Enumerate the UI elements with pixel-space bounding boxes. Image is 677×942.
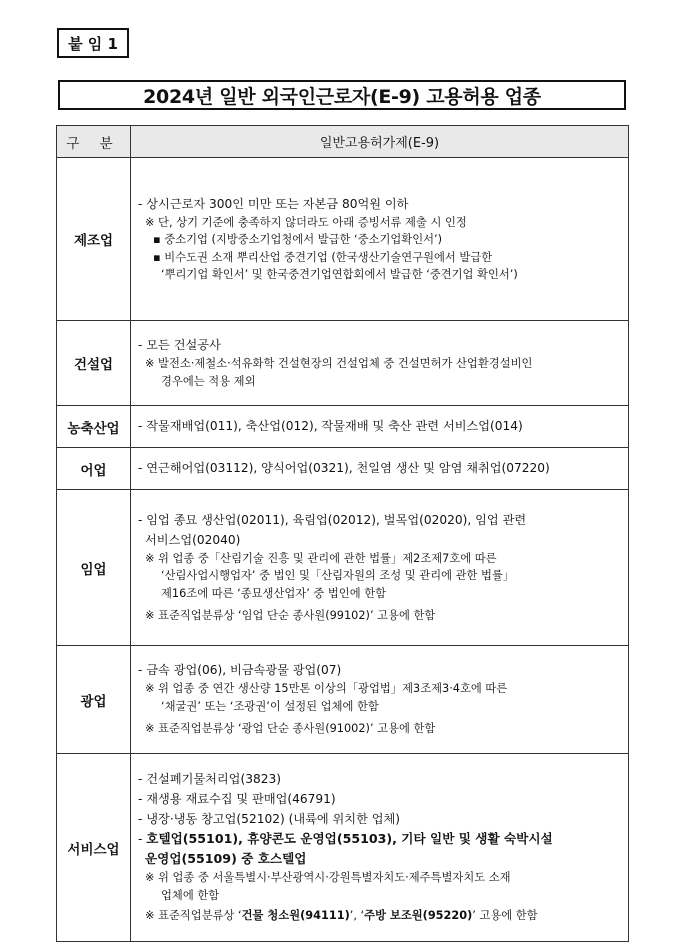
table-header-row [57,126,629,158]
text-line: ※ 표준직업분류상 ‘임업 단순 종사원(99102)’ 고용에 한함 [145,609,436,622]
text-line: ※ 위 업종 중「산림기술 진흥 및 관리에 관한 법률」제2조제7호에 따른 [145,551,497,565]
table-row-forestry [57,490,629,646]
text-line: 경우에는 적용 제외 [161,374,256,388]
dash: - [138,832,147,847]
header-category: 구 분 [57,126,131,158]
table-row-service [57,754,629,942]
text-line: 제16조에 따른 ‘종묘생산업자’ 중 법인에 한함 [161,586,387,600]
category-mining: 광업 [57,646,131,754]
industry-table [56,125,629,942]
text-line: ※ 발전소·제철소·석유화학 건설현장의 건설업체 중 건설면허가 산업환경설비인 [145,357,533,370]
category-construction: 건설업 [57,321,131,406]
text-segment: ※ 표준직업분류상 ‘ [145,909,242,923]
text-line: ※ 위 업종 중 연간 생산량 15만톤 이상의「광업법」제3조제3·4호에 따른 [145,682,508,696]
text-line: ‘뿌리기업 확인서’ 및 한국중견기업연합회에서 발급한 ‘중견기업 확인서’) [161,268,518,281]
content-construction [131,321,629,406]
text-line: - 냉장·냉동 창고업(52102) (내륙에 위치한 업체) [138,812,401,827]
attachment-tag: 붙 임 1 [57,28,129,58]
table-row-fishery [57,448,629,490]
text-line: ※ 단, 상기 기준에 충족하지 않더라도 아래 증빙서류 제출 시 인정 [145,215,467,229]
text-segment: ’, ‘ [349,909,365,923]
text-line: - 작물재배업(011), 축산업(012), 작물재배 및 축산 관련 서비스업(014) [138,419,523,433]
category-fishery: 어업 [57,448,131,490]
text-line: ‘산림사업시행업자’ 중 법인 및「산림자원의 조성 및 관리에 관한 법률」 [161,569,515,582]
header-content: 일반고용허가제(E-9) [131,126,629,158]
text-line: - 임업 종묘 생산업(02011), 육림업(02012), 벌목업(02020), 임업 관련 [138,512,527,527]
text-line: 업체에 한함 [161,888,220,902]
content-forestry [131,490,629,646]
content-service [131,754,629,942]
text-line: ※ 표준직업분류상 ‘광업 단순 종사원(91002)’ 고용에 한함 [145,722,436,736]
category-agriculture: 농축산업 [57,406,131,448]
text-line: 운영업(55109) 중 호스텔업 [145,851,307,867]
content-mining [131,646,629,754]
category-service: 서비스업 [57,754,131,942]
text-line: - 모든 건설공사 [138,338,221,352]
table-row-manufacturing [57,158,629,321]
content-manufacturing [131,158,629,321]
bold-text: 건물 청소원(94111) [241,909,350,923]
text-segment: ’ 고용에 한함 [472,909,538,923]
text-line: ※ 위 업종 중 서울특별시·부산광역시·강원특별자치도·제주특별자치도 소재 [145,871,511,885]
table-row-agriculture [57,406,629,448]
text-line: - 연근해어업(03112), 양식어업(0321), 천일염 생산 및 암염 채취업(07220) [138,461,550,475]
text-line: - 재생용 재료수집 및 판매업(46791) [138,792,336,807]
text-line: 서비스업(02040) [145,532,241,547]
content-agriculture [131,406,629,448]
text-line: - 상시근로자 300인 미만 또는 자본금 80억원 이하 [138,196,409,211]
category-forestry: 임업 [57,490,131,646]
document-title: 2024년 일반 외국인근로자(E-9) 고용허용 업종 [58,80,626,110]
content-fishery [131,448,629,490]
bold-text: 주방 보조원(95220) [364,909,473,923]
bold-text: 호텔업(55101), 휴양콘도 운영업(55103), 기타 일반 및 생활 숙박시설 [146,831,553,847]
text-line [138,829,621,849]
text-line: ▪ 중소기업 (지방중소기업청에서 발급한 ‘중소기업확인서’) [153,233,443,246]
table-row-mining [57,646,629,754]
text-line: - 건설폐기물처리업(3823) [138,772,281,787]
category-manufacturing: 제조업 [57,158,131,321]
text-line [138,907,621,925]
text-line: ▪ 비수도권 소재 뿌리산업 중견기업 (한국생산기술연구원에서 발급한 [153,250,493,264]
table-row-construction [57,321,629,406]
text-line: - 금속 광업(06), 비금속광물 광업(07) [138,663,342,678]
text-line: ‘채굴권’ 또는 ‘조광권’이 설정된 업체에 한함 [161,699,379,713]
